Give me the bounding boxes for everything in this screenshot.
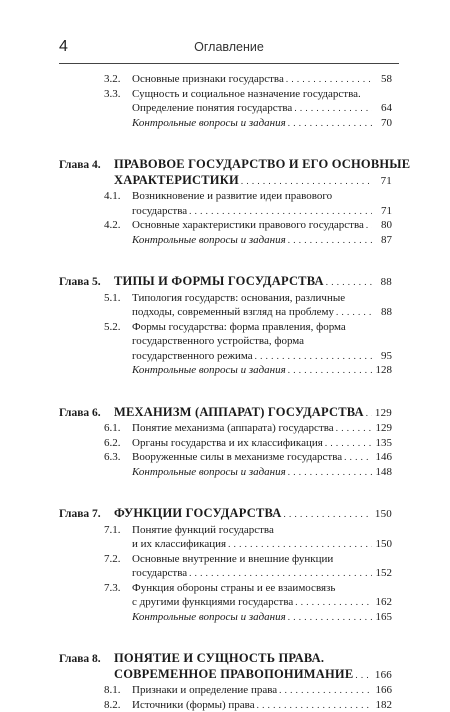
chapter-title-line [114, 157, 411, 171]
dot-leader [288, 610, 372, 624]
page-ref: 70 [381, 116, 392, 129]
page-ref: 95 [381, 349, 392, 362]
toc-entry-line [104, 233, 392, 247]
section-number: 6.2. [104, 436, 121, 449]
toc-entry-line [104, 523, 392, 537]
chapter-title-row [114, 405, 392, 420]
toc-entry-row [104, 233, 392, 247]
page-ref: 146 [375, 451, 392, 463]
review-questions-label: Контрольные вопросы и задания [132, 233, 286, 246]
dot-leader [279, 683, 372, 697]
toc-entry-row [104, 204, 392, 218]
page-ref: 88 [381, 306, 392, 318]
dot-leader [189, 204, 372, 218]
toc-entry-line [104, 595, 392, 609]
section-title: Понятие механизма (аппарата) государства [132, 422, 334, 434]
dot-leader [336, 421, 372, 435]
page-ref: 71 [381, 204, 392, 217]
chapter-label: Глава 7. [59, 508, 101, 520]
section-title: Функция обороны страны и ее взаимосвязь [132, 581, 336, 594]
page-ref: 162 [375, 596, 392, 608]
section-number: 7.2. [104, 552, 121, 565]
dot-leader [255, 349, 372, 363]
dot-leader [294, 101, 372, 115]
section-title: Сущность и социальное назначение государства. [132, 87, 361, 100]
dot-leader [295, 595, 372, 609]
chapter-title-line [114, 506, 392, 520]
toc-entry-line [104, 87, 392, 101]
toc-entry-line [104, 218, 392, 232]
review-questions-label: Контрольные вопросы и задания [132, 610, 286, 623]
toc-entry-line [104, 552, 392, 566]
page-ref: 129 [374, 406, 392, 419]
toc-entry-line [104, 72, 392, 86]
page-ref: 150 [374, 508, 392, 520]
chapter-title-line [114, 173, 392, 187]
toc-entry-row [104, 320, 392, 334]
toc-entry-line [104, 610, 392, 624]
running-title: Оглавление [194, 40, 264, 54]
chapter-title: ТИПЫ И ФОРМЫ ГОСУДАРСТВА [114, 274, 324, 288]
chapter-title: ПОНЯТИЕ И СУЩНОСТЬ ПРАВА. [114, 651, 325, 665]
chapter-title: СОВРЕМЕННОЕ ПРАВОПОНИМАНИЕ [114, 666, 354, 681]
dot-leader [288, 233, 372, 247]
section-number: 6.3. [104, 451, 121, 463]
dot-leader [241, 173, 372, 188]
toc-entry-row [104, 436, 392, 450]
dot-leader [228, 537, 372, 551]
toc-entry-row [104, 363, 392, 377]
chapter-title-row [114, 667, 392, 682]
section-title: Возникновение и развитие идеи правового [132, 190, 333, 202]
toc-entry-line [104, 421, 392, 435]
section-title: Определение понятия государства [132, 102, 293, 114]
toc-entry-line [104, 116, 392, 130]
section-title: Вооруженные силы в механизме государства [132, 451, 343, 463]
section-number: 5.1. [104, 291, 121, 304]
page-ref: 166 [375, 684, 392, 696]
chapter-title-line [114, 274, 392, 288]
page-ref: 166 [374, 668, 392, 681]
section-title: Источники (формы) права [132, 698, 255, 711]
section-number: 6.1. [104, 422, 121, 434]
section-title: Основные внутренние и внешние функции [132, 552, 334, 565]
review-questions-label: Контрольные вопросы и задания [132, 465, 286, 478]
section-number: 3.2. [104, 73, 121, 85]
page-ref: 64 [381, 102, 392, 114]
dot-leader [257, 698, 372, 712]
dot-leader [336, 305, 372, 319]
toc-entry-line [104, 537, 392, 551]
section-title: Понятие функций государства [132, 523, 274, 536]
page-ref: 58 [381, 73, 392, 85]
page-ref: 152 [375, 567, 392, 579]
page-ref: 182 [375, 698, 392, 711]
section-number: 3.3. [104, 87, 121, 100]
toc-entry-row [104, 595, 392, 609]
toc-entry-row [104, 523, 392, 537]
dot-leader [288, 363, 372, 377]
dot-leader [288, 116, 372, 130]
toc-entry-row [104, 465, 392, 479]
toc-entry-row [104, 116, 392, 130]
section-title: Органы государства и их классификация [132, 436, 323, 449]
section-title: государства [132, 204, 188, 217]
dot-leader [344, 450, 372, 464]
toc-entry-row [104, 537, 392, 551]
toc-entry-row [104, 101, 392, 115]
toc-entry-line [104, 363, 392, 377]
toc-entry-line [104, 566, 392, 580]
chapter-title: ФУНКЦИИ ГОСУДАРСТВА [114, 506, 282, 520]
toc-entry-line [104, 349, 392, 363]
dot-leader [366, 405, 372, 420]
chapter-label: Глава 8. [59, 653, 101, 665]
section-number: 5.2. [104, 320, 121, 333]
toc-entry-line [104, 465, 392, 479]
dot-leader [355, 667, 372, 682]
toc-entry-row [104, 552, 392, 566]
toc-entry-row [104, 698, 392, 712]
chapter-title: ПРАВОВОЕ ГОСУДАРСТВО И ЕГО ОСНОВНЫЕ [114, 157, 411, 171]
toc-entry-line [104, 320, 392, 334]
section-title: Признаки и определение права [132, 684, 278, 696]
page-ref: 150 [375, 538, 392, 550]
toc-entry-line [104, 581, 392, 595]
toc-entry-row [104, 566, 392, 580]
toc-entry-line [104, 101, 392, 115]
dot-leader [286, 72, 372, 86]
section-title: Основные признаки государства [132, 73, 284, 85]
section-title: и их классификация [132, 538, 227, 550]
page-ref: 165 [375, 610, 392, 623]
chapter-title-row [114, 506, 392, 521]
toc-entry-line [104, 450, 392, 464]
chapter-title-line [114, 651, 392, 665]
toc-entry-line [104, 683, 392, 697]
chapter-label: Глава 5. [59, 276, 101, 288]
toc-entry-row [104, 334, 392, 348]
dot-leader [326, 274, 372, 289]
toc-entry-row [104, 349, 392, 363]
section-number: 7.1. [104, 523, 121, 536]
chapter-title-row [114, 651, 392, 665]
chapter-title-line [114, 405, 392, 419]
toc-entry-row [104, 72, 392, 86]
dot-leader [283, 506, 372, 521]
section-title: государственного режима [132, 349, 253, 362]
chapter-title-row [114, 157, 411, 171]
section-title: государственного устройства, форма [132, 335, 305, 347]
page-ref: 87 [381, 233, 392, 246]
toc-entry-row [104, 581, 392, 595]
toc-entry-row [104, 218, 392, 232]
page-ref: 135 [375, 436, 392, 449]
page-ref: 148 [375, 465, 392, 478]
section-number: 4.2. [104, 219, 121, 231]
dot-leader [366, 218, 372, 232]
dot-leader [189, 566, 372, 580]
page-number: 4 [59, 38, 68, 55]
dot-leader [325, 436, 372, 450]
toc-entry-line [104, 334, 392, 348]
review-questions-label: Контрольные вопросы и задания [132, 116, 286, 129]
chapter-label: Глава 4. [59, 159, 101, 171]
page-ref: 71 [380, 174, 392, 187]
toc-entry-row [104, 189, 392, 203]
page-ref: 129 [375, 422, 392, 434]
chapter-label: Глава 6. [59, 406, 101, 419]
section-number: 8.2. [104, 698, 121, 711]
toc-entry-row [104, 87, 392, 101]
toc-entry-row [104, 305, 392, 319]
page-ref: 80 [381, 219, 392, 231]
toc-entry-line [104, 204, 392, 218]
section-title: Основные характеристики правового государства [132, 219, 364, 231]
toc-entry-row [104, 610, 392, 624]
section-title: государства [132, 567, 188, 579]
toc-entry-row [104, 291, 392, 305]
page-ref: 128 [375, 364, 392, 376]
section-title: подходы, современный взгляд на проблему [132, 306, 334, 318]
toc-entry-line [104, 291, 392, 305]
section-title: Формы государства: форма правления, форма [132, 320, 346, 333]
section-title: с другими функциями государства [132, 596, 294, 608]
section-number: 4.1. [104, 190, 121, 202]
chapter-title-line [114, 667, 392, 681]
section-number: 8.1. [104, 684, 121, 696]
section-number: 7.3. [104, 581, 121, 594]
toc-entry-line [104, 698, 392, 712]
toc-entry-line [104, 436, 392, 450]
dot-leader [288, 465, 372, 479]
chapter-title-row [114, 173, 392, 188]
chapter-title: МЕХАНИЗМ (АППАРАТ) ГОСУДАРСТВА [114, 404, 364, 419]
toc-entry-row [104, 450, 392, 464]
review-questions-label: Контрольные вопросы и задания [132, 364, 286, 376]
toc-entry-line [104, 189, 392, 203]
section-title: Типология государств: основания, различные [132, 291, 346, 304]
toc-entry-row [104, 421, 392, 435]
toc-entry-line [104, 305, 392, 319]
page-ref: 88 [380, 276, 392, 288]
chapter-title-row [114, 274, 392, 289]
chapter-title: ХАРАКТЕРИСТИКИ [114, 172, 239, 187]
toc-entry-row [104, 683, 392, 697]
